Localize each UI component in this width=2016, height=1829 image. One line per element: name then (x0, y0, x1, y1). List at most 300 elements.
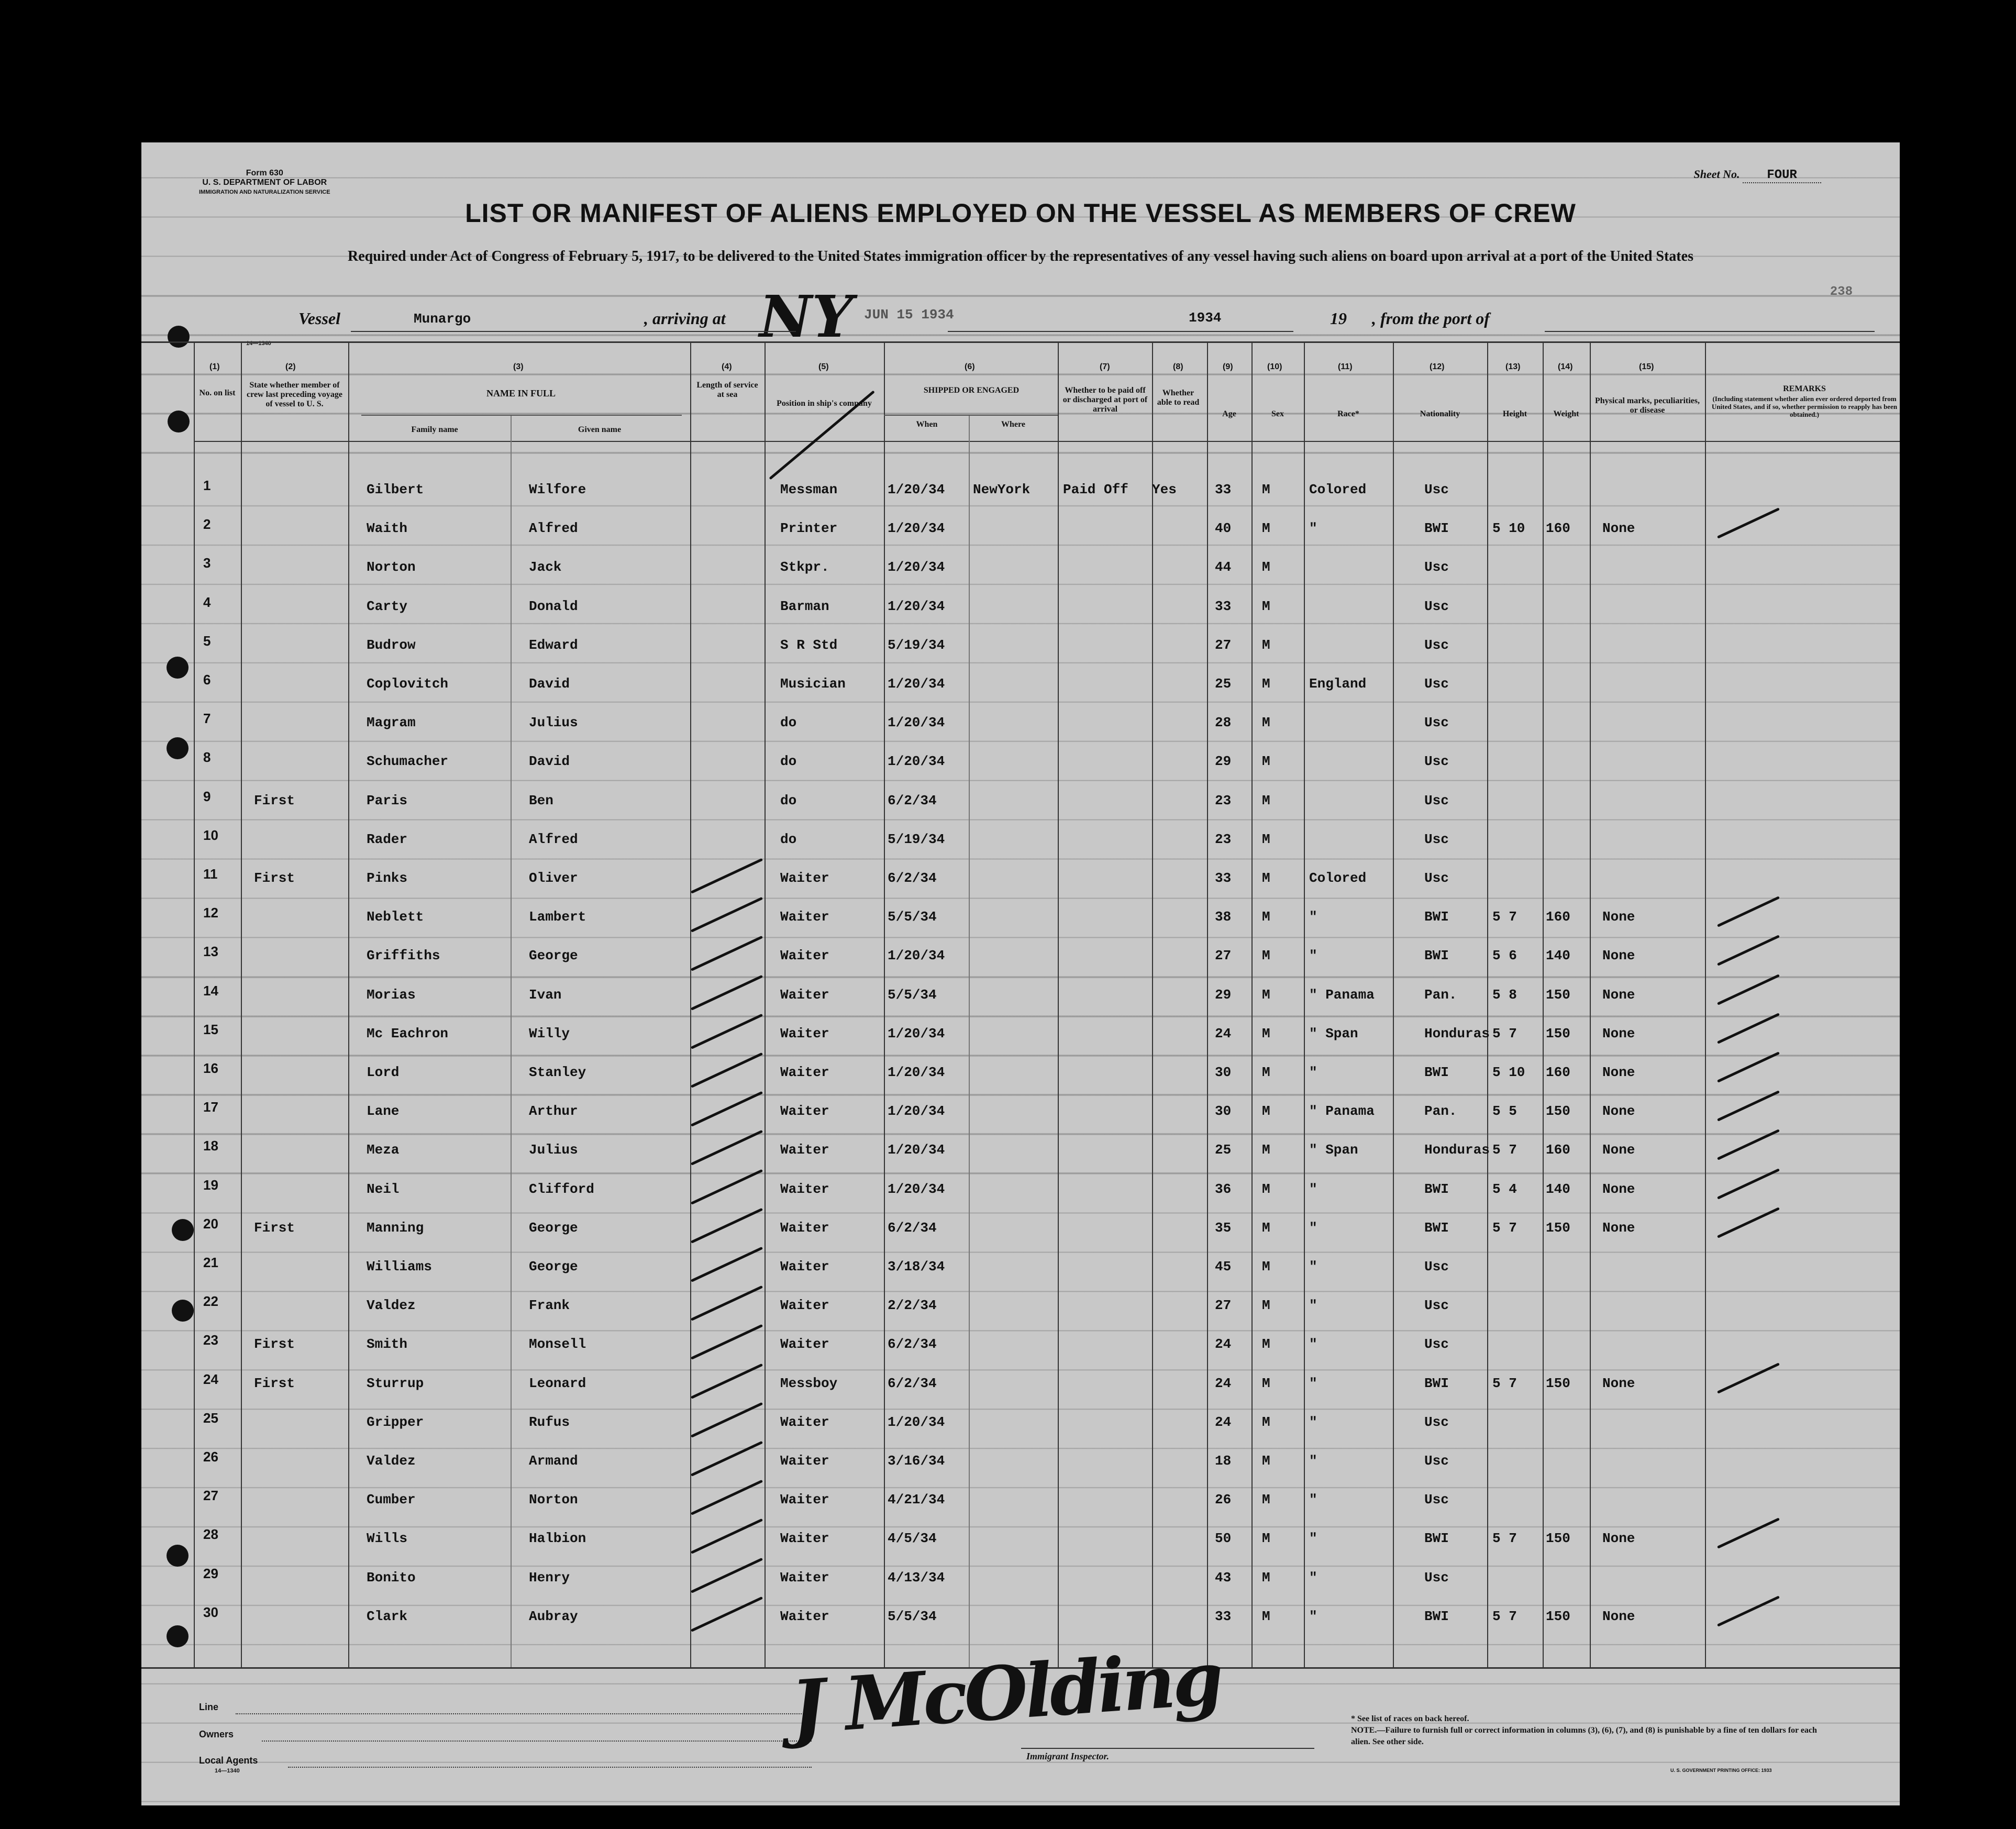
row-number: 4 (203, 594, 211, 610)
nineteen-label: 19 (1330, 309, 1347, 328)
family-name-cell: Norton (367, 559, 416, 575)
given-name-cell: Ivan (529, 986, 562, 1003)
nationality-cell: BWI (1424, 1065, 1449, 1080)
given-name-cell: Aubray (529, 1608, 578, 1624)
position-cell: Printer (780, 520, 838, 537)
weight-cell: 150 (1546, 986, 1570, 1003)
service-check-stroke (691, 1402, 763, 1438)
age-cell: 25 (1215, 1142, 1232, 1158)
row-number: 8 (203, 749, 211, 766)
position-cell: Waiter (780, 1220, 829, 1236)
age-cell: 25 (1215, 676, 1232, 692)
weight-cell: 150 (1546, 1375, 1570, 1391)
owners-label: Owners (199, 1729, 234, 1739)
remarks-note: (Including statement whether alien ever ordered deported from United States, and if so, whether permission to reapply has been obtained.) (1711, 395, 1898, 418)
col9-header: Age (1222, 409, 1236, 418)
row-number: 10 (203, 827, 218, 843)
position-cell: Waiter (780, 1492, 829, 1508)
age-cell: 27 (1215, 637, 1232, 653)
sex-cell: M (1262, 1259, 1270, 1274)
nationality-cell: Pan. (1424, 986, 1457, 1003)
nationality-cell: Honduras (1424, 1025, 1490, 1041)
able-to-read-cell: Yes (1152, 482, 1177, 497)
weight-cell: 150 (1546, 1103, 1570, 1119)
col6-where-header: Where (1001, 420, 1025, 429)
service-check-stroke (691, 1441, 763, 1477)
family-name-cell: Neblett (367, 909, 424, 925)
row-number: 2 (203, 516, 211, 533)
race-cell: England (1309, 676, 1367, 692)
position-cell: Waiter (780, 870, 829, 886)
given-name-cell: Oliver (529, 870, 578, 886)
position-cell: do (780, 715, 797, 731)
remarks-check-stroke (1717, 1129, 1780, 1160)
nationality-cell: BWI (1424, 1608, 1449, 1624)
remarks-check-stroke (1717, 974, 1780, 1005)
given-name-cell: Rufus (529, 1414, 570, 1430)
row-number: 6 (203, 672, 211, 688)
sex-cell: M (1262, 1608, 1270, 1624)
remarks-check-stroke (1717, 1168, 1780, 1199)
height-cell: 5 7 (1492, 1025, 1517, 1041)
given-name-cell: David (529, 753, 570, 770)
col14-number: (14) (1558, 362, 1573, 371)
height-cell: 5 5 (1492, 1103, 1517, 1119)
given-name-cell: Armand (529, 1453, 578, 1469)
physical-marks-cell: None (1602, 1103, 1635, 1119)
row-number: 16 (203, 1060, 218, 1076)
race-cell: " (1309, 1375, 1317, 1391)
row-number: 28 (203, 1526, 218, 1543)
family-name-cell: Coplovitch (367, 676, 449, 692)
col11-number: (11) (1338, 362, 1353, 371)
family-name-cell: Morias (367, 986, 416, 1003)
service-check-stroke (691, 1014, 763, 1049)
given-name-cell: George (529, 948, 578, 964)
inspector-signature: J McOlding (788, 1635, 1223, 1752)
agents-form-code: 14—1340 (215, 1768, 240, 1774)
age-cell: 27 (1215, 948, 1232, 964)
service-check-stroke (691, 1285, 763, 1321)
race-cell: " (1309, 1220, 1317, 1236)
row-number: 20 (203, 1215, 218, 1232)
height-cell: 5 7 (1492, 1531, 1517, 1547)
nationality-cell: BWI (1424, 520, 1449, 537)
family-name-cell: Magram (367, 715, 416, 731)
physical-marks-cell: None (1602, 1220, 1635, 1236)
remarks-check-stroke (1717, 935, 1780, 966)
family-name-cell: Gripper (367, 1414, 424, 1430)
row-number: 23 (203, 1332, 218, 1348)
when-cell: 3/18/34 (888, 1259, 945, 1274)
nationality-cell: Usc (1424, 1414, 1449, 1430)
family-name-cell: Bonito (367, 1569, 416, 1586)
position-cell: Waiter (780, 1142, 829, 1158)
position-cell: Messman (780, 482, 838, 497)
given-name-cell: Jack (529, 559, 562, 575)
row-number: 13 (203, 944, 218, 960)
row-number: 1 (203, 478, 211, 493)
col8-header: Whether able to read (1157, 389, 1200, 407)
col3-given-header: Given name (578, 425, 622, 434)
service-check-stroke (691, 1597, 763, 1632)
age-cell: 50 (1215, 1531, 1232, 1547)
sex-cell: M (1262, 1065, 1270, 1080)
family-name-cell: Smith (367, 1336, 408, 1353)
when-cell: 1/20/34 (888, 753, 945, 770)
printer-line: U. S. GOVERNMENT PRINTING OFFICE: 1933 (1670, 1768, 1772, 1773)
physical-marks-cell: None (1602, 1531, 1635, 1547)
age-cell: 27 (1215, 1298, 1232, 1314)
col15-number: (15) (1639, 362, 1654, 371)
date-stamp: JUN 15 1934 (864, 307, 954, 323)
family-name-cell: Paris (367, 792, 408, 808)
sex-cell: M (1262, 520, 1270, 537)
when-cell: 5/5/34 (888, 986, 937, 1003)
row-number: 14 (203, 982, 218, 999)
family-name-cell: Carty (367, 598, 408, 614)
given-name-cell: Ben (529, 792, 553, 808)
height-cell: 5 7 (1492, 1220, 1517, 1236)
physical-marks-cell: None (1602, 1375, 1635, 1391)
age-cell: 30 (1215, 1103, 1232, 1119)
family-name-cell: Wills (367, 1531, 408, 1547)
arriving-label: , arriving at (644, 309, 726, 328)
col1-header: No. on list (199, 389, 236, 397)
race-cell: " Span (1309, 1142, 1358, 1158)
race-cell: " (1309, 948, 1317, 964)
given-name-cell: Alfred (529, 831, 578, 847)
age-cell: 33 (1215, 598, 1232, 614)
when-cell: 1/20/34 (888, 676, 945, 692)
sex-cell: M (1262, 1103, 1270, 1119)
remarks-check-stroke (1717, 1207, 1780, 1238)
given-name-cell: Leonard (529, 1375, 586, 1391)
family-name-cell: Neil (367, 1181, 400, 1197)
nationality-cell: Usc (1424, 482, 1449, 497)
physical-marks-cell: None (1602, 1181, 1635, 1197)
col3-family-header: Family name (411, 425, 458, 434)
given-name-cell: David (529, 676, 570, 692)
race-cell: " (1309, 1569, 1317, 1586)
family-name-cell: Williams (367, 1259, 432, 1274)
sex-cell: M (1262, 637, 1270, 653)
age-cell: 18 (1215, 1453, 1232, 1469)
position-cell: Stkpr. (780, 559, 829, 575)
position-cell: Waiter (780, 948, 829, 964)
position-cell: Waiter (780, 1608, 829, 1624)
binder-hole (168, 326, 190, 348)
position-cell: Waiter (780, 1181, 829, 1197)
nationality-cell: Pan. (1424, 1103, 1457, 1119)
row-number: 22 (203, 1293, 218, 1310)
row-number: 29 (203, 1565, 218, 1581)
when-cell: 1/20/34 (888, 559, 945, 575)
service-check-stroke (691, 1480, 763, 1515)
nationality-cell: Usc (1424, 637, 1449, 653)
col15-header: Physical marks, peculiarities, or disease (1595, 396, 1700, 415)
when-cell: 6/2/34 (888, 1375, 937, 1391)
family-name-cell: Clark (367, 1608, 408, 1624)
when-cell: 6/2/34 (888, 1336, 937, 1353)
height-cell: 5 6 (1492, 948, 1517, 964)
family-name-cell: Valdez (367, 1453, 416, 1469)
race-cell: " (1309, 1181, 1317, 1197)
manifest-sheet (141, 142, 1900, 1805)
sex-cell: M (1262, 1298, 1270, 1314)
family-name-cell: Meza (367, 1142, 400, 1158)
when-cell: 1/20/34 (888, 1103, 945, 1119)
age-cell: 30 (1215, 1065, 1232, 1080)
family-name-cell: Manning (367, 1220, 424, 1236)
paid-off-cell: Paid Off (1063, 482, 1128, 497)
row-number: 27 (203, 1488, 218, 1504)
when-cell: 1/20/34 (888, 1414, 945, 1430)
age-cell: 24 (1215, 1336, 1232, 1353)
when-cell: 4/21/34 (888, 1492, 945, 1508)
age-cell: 24 (1215, 1025, 1232, 1041)
col14-header: Weight (1553, 409, 1579, 418)
col12-number: (12) (1430, 362, 1445, 371)
given-name-cell: Julius (529, 1142, 578, 1158)
weight-cell: 160 (1546, 1142, 1570, 1158)
nationality-cell: BWI (1424, 1375, 1449, 1391)
department-label: U. S. DEPARTMENT OF LABOR (202, 178, 327, 187)
sex-cell: M (1262, 1142, 1270, 1158)
nationality-cell: BWI (1424, 1531, 1449, 1547)
col6-header: SHIPPED OR ENGAGED (923, 386, 1020, 395)
physical-marks-cell: None (1602, 520, 1635, 537)
binder-hole (167, 737, 189, 759)
form-code: 14—1340 (246, 340, 271, 347)
when-cell: 5/19/34 (888, 637, 945, 653)
position-cell: Barman (780, 598, 829, 614)
nationality-cell: Usc (1424, 1298, 1449, 1314)
when-cell: 1/20/34 (888, 1025, 945, 1041)
service-check-stroke (691, 1130, 763, 1166)
height-cell: 5 7 (1492, 909, 1517, 925)
col1-number: (1) (209, 362, 220, 371)
when-cell: 6/2/34 (888, 1220, 937, 1236)
sex-cell: M (1262, 1336, 1270, 1353)
col4-header: Length of service at sea (696, 381, 758, 399)
remarks-check-stroke (1717, 1090, 1780, 1121)
row-number: 19 (203, 1177, 218, 1193)
age-cell: 36 (1215, 1181, 1232, 1197)
sex-cell: M (1262, 1492, 1270, 1508)
binder-hole (167, 1545, 189, 1567)
height-cell: 5 4 (1492, 1181, 1517, 1197)
sex-cell: M (1262, 1181, 1270, 1197)
when-cell: 3/16/34 (888, 1453, 945, 1469)
when-cell: 4/13/34 (888, 1569, 945, 1586)
race-cell: " (1309, 1531, 1317, 1547)
col2-number: (2) (285, 362, 296, 371)
age-cell: 40 (1215, 520, 1232, 537)
given-name-cell: George (529, 1259, 578, 1274)
position-cell: Musician (780, 676, 846, 692)
family-name-cell: Schumacher (367, 753, 449, 770)
sex-cell: M (1262, 482, 1270, 497)
remarks-check-stroke (1717, 1013, 1780, 1044)
col5-number: (5) (818, 362, 829, 371)
weight-cell: 140 (1546, 948, 1570, 964)
when-cell: 1/20/34 (888, 948, 945, 964)
col6-when-header: When (916, 420, 938, 429)
state-cell: First (254, 1220, 295, 1236)
sex-cell: M (1262, 1531, 1270, 1547)
physical-marks-cell: None (1602, 1025, 1635, 1041)
line-label: Line (199, 1702, 219, 1712)
race-cell: " (1309, 1336, 1317, 1353)
race-cell: " (1309, 1298, 1317, 1314)
sheet-label: Sheet No. (1693, 168, 1740, 181)
when-cell: 6/2/34 (888, 792, 937, 808)
age-cell: 45 (1215, 1259, 1232, 1274)
row-number: 15 (203, 1021, 218, 1037)
given-name-cell: Halbion (529, 1531, 586, 1547)
col7-header: Whether to be paid off or discharged at port of arrival (1062, 386, 1148, 414)
sex-cell: M (1262, 948, 1270, 964)
service-check-stroke (691, 858, 763, 894)
age-cell: 29 (1215, 753, 1232, 770)
service-check-stroke (691, 1208, 763, 1244)
physical-marks-cell: None (1602, 986, 1635, 1003)
col4-number: (4) (722, 362, 732, 371)
race-cell: " Panama (1309, 1103, 1375, 1119)
weight-cell: 160 (1546, 1065, 1570, 1080)
race-cell: " (1309, 1414, 1317, 1430)
race-cell: Colored (1309, 482, 1367, 497)
col7-number: (7) (1100, 362, 1110, 371)
col11-header: Race* (1337, 409, 1359, 418)
height-cell: 5 10 (1492, 520, 1525, 537)
age-cell: 24 (1215, 1375, 1232, 1391)
race-cell: " (1309, 1492, 1317, 1508)
when-cell: 1/20/34 (888, 1142, 945, 1158)
position-cell: Waiter (780, 1259, 829, 1274)
height-cell: 5 10 (1492, 1065, 1525, 1080)
height-cell: 5 8 (1492, 986, 1517, 1003)
arriving-port-handwritten: NY (759, 283, 854, 350)
age-cell: 33 (1215, 1608, 1232, 1624)
nationality-cell: BWI (1424, 1181, 1449, 1197)
weight-cell: 150 (1546, 1531, 1570, 1547)
family-name-cell: Cumber (367, 1492, 416, 1508)
document-title: LIST OR MANIFEST OF ALIENS EMPLOYED ON THE VESSEL AS MEMBERS OF CREW (465, 198, 1576, 228)
position-cell: S R Std (780, 637, 838, 653)
given-name-cell: Frank (529, 1298, 570, 1314)
service-check-stroke (691, 1169, 763, 1204)
race-cell: " (1309, 1259, 1317, 1274)
row-number: 7 (203, 711, 211, 727)
nationality-cell: Usc (1424, 715, 1449, 731)
sex-cell: M (1262, 909, 1270, 925)
row-number: 3 (203, 555, 211, 571)
race-cell: Colored (1309, 870, 1367, 886)
age-cell: 33 (1215, 870, 1232, 886)
sex-cell: M (1262, 792, 1270, 808)
sex-cell: M (1262, 1375, 1270, 1391)
binder-hole (172, 1300, 194, 1322)
col13-header: Height (1502, 409, 1527, 418)
local-agents-label: Local Agents (199, 1755, 258, 1766)
physical-marks-cell: None (1602, 948, 1635, 964)
service-check-stroke (691, 1052, 763, 1088)
when-cell: 1/20/34 (888, 1181, 945, 1197)
col3-number: (3) (513, 362, 524, 371)
row-number: 17 (203, 1099, 218, 1115)
sex-cell: M (1262, 1414, 1270, 1430)
binder-hole (172, 1219, 194, 1241)
nationality-cell: Usc (1424, 598, 1449, 614)
given-name-cell: Julius (529, 715, 578, 731)
nationality-cell: Usc (1424, 831, 1449, 847)
position-cell: Waiter (780, 1531, 829, 1547)
sex-cell: M (1262, 559, 1270, 575)
position-cell: do (780, 831, 797, 847)
age-cell: 35 (1215, 1220, 1232, 1236)
service-check-stroke (691, 1363, 763, 1399)
row-number: 21 (203, 1255, 218, 1270)
race-cell: " (1309, 1065, 1317, 1080)
weight-cell: 160 (1546, 909, 1570, 925)
from-port-label: , from the port of (1372, 309, 1490, 328)
nationality-cell: Usc (1424, 1569, 1449, 1586)
when-cell: 5/5/34 (888, 1608, 937, 1624)
given-name-cell: Arthur (529, 1103, 578, 1119)
position-cell: do (780, 792, 797, 808)
physical-marks-cell: None (1602, 1608, 1635, 1624)
service-check-stroke (691, 1247, 763, 1282)
family-name-cell: Gilbert (367, 482, 424, 497)
sex-cell: M (1262, 715, 1270, 731)
service-check-stroke (691, 936, 763, 971)
position-cell: Waiter (780, 1025, 829, 1041)
penalty-note: NOTE.—Failure to furnish full or correct information in columns (3), (6), (7), and (8) is punishable by a fine of ten dollars for each alien. See other side. (1351, 1726, 1817, 1746)
remarks-check-stroke (1717, 1518, 1780, 1549)
sex-cell: M (1262, 598, 1270, 614)
age-cell: 23 (1215, 792, 1232, 808)
remarks-header: REMARKS (1783, 384, 1826, 393)
service-check-stroke (691, 897, 763, 933)
position-cell: Waiter (780, 986, 829, 1003)
sex-cell: M (1262, 831, 1270, 847)
inspector-label: Immigrant Inspector. (1026, 1751, 1110, 1761)
sex-cell: M (1262, 676, 1270, 692)
sex-cell: M (1262, 1569, 1270, 1586)
position-cell: Waiter (780, 1336, 829, 1353)
age-cell: 29 (1215, 986, 1232, 1003)
family-name-cell: Sturrup (367, 1375, 424, 1391)
height-cell: 5 7 (1492, 1375, 1517, 1391)
nationality-cell: Usc (1424, 1259, 1449, 1274)
col13-number: (13) (1505, 362, 1521, 371)
nationality-cell: Usc (1424, 1453, 1449, 1469)
remarks-check-stroke (1717, 1595, 1780, 1626)
age-cell: 24 (1215, 1414, 1232, 1430)
position-cell: Waiter (780, 1103, 829, 1119)
when-cell: 1/20/34 (888, 715, 945, 731)
service-check-stroke (691, 1518, 763, 1554)
weight-cell: 140 (1546, 1181, 1570, 1197)
sex-cell: M (1262, 753, 1270, 770)
row-number: 11 (203, 866, 218, 882)
footnote-block (1351, 1713, 1822, 1748)
service-label: IMMIGRATION AND NATURALIZATION SERVICE (199, 189, 330, 195)
col8-number: (8) (1173, 362, 1183, 371)
family-name-cell: Budrow (367, 637, 416, 653)
